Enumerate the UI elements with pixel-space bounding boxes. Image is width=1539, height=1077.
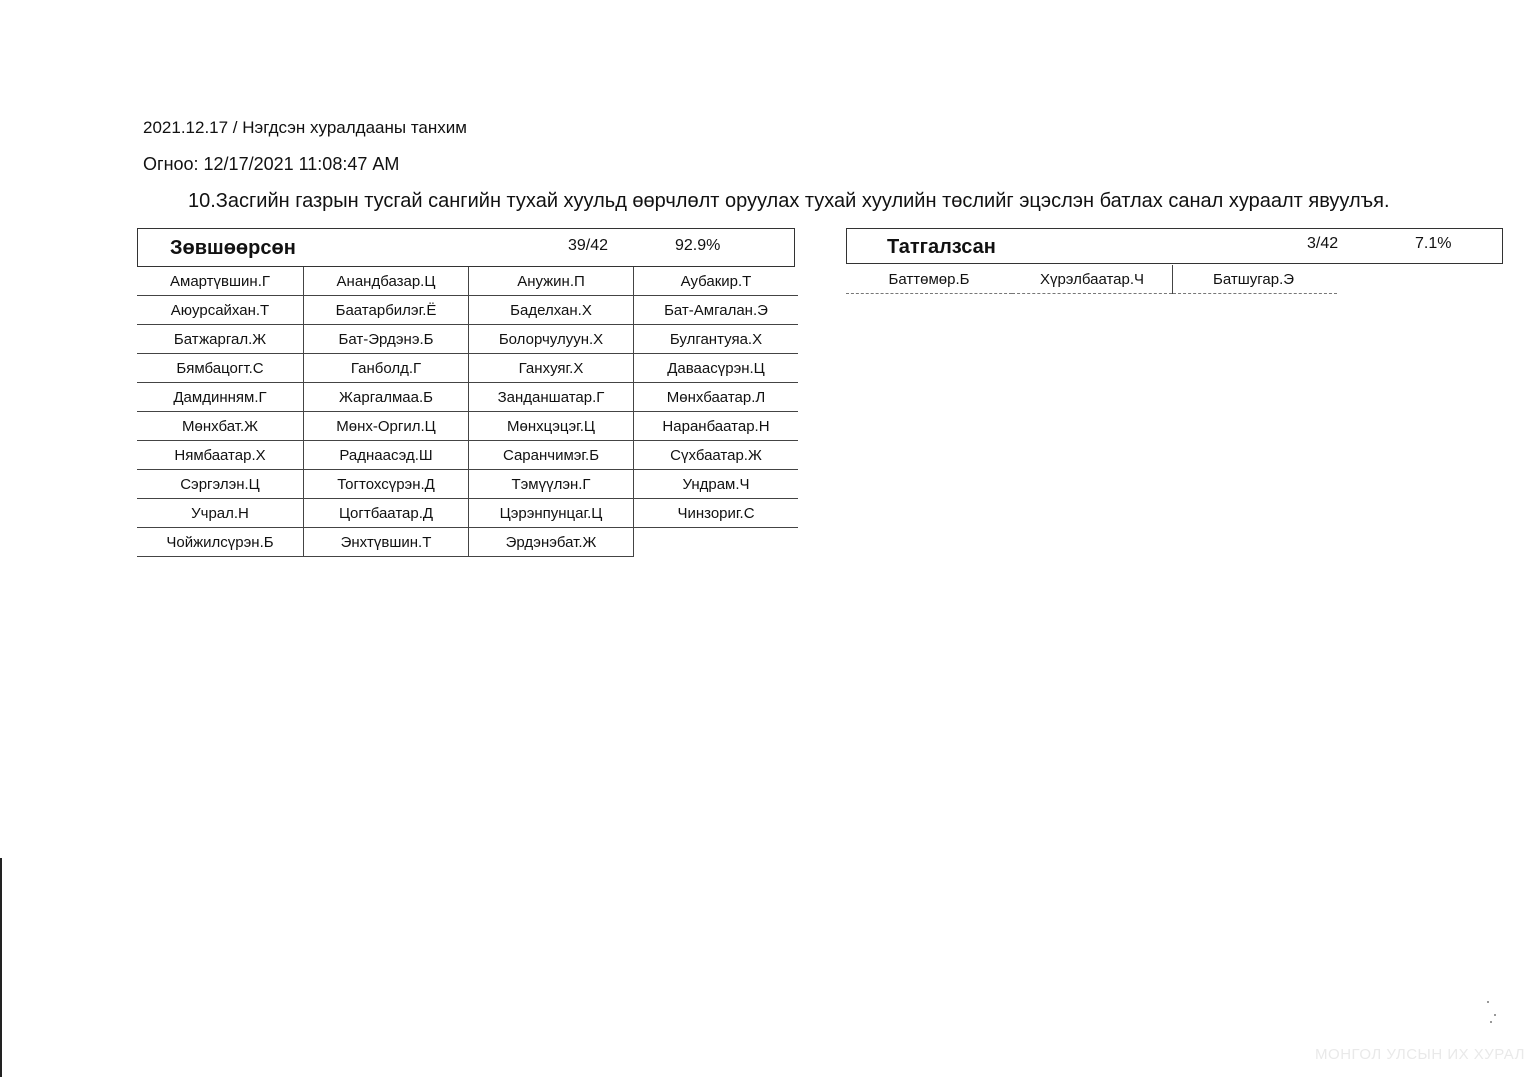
member-name: Чинзориг.С [634,499,799,528]
motion-title: 10.Засгийн газрын тусгай сангийн тухай хуульд өөрчлөлт оруулах тухай хуулийн төслийг эцэслэн батлах санал хураалт явуулъя. [188,190,1390,212]
rejected-count: 3/42 [1307,235,1339,252]
member-name: Булгантуяа.Х [634,325,799,354]
member-name: Цогтбаатар.Д [304,499,469,528]
scan-edge-mark [0,858,2,1077]
table-row [846,265,1337,294]
member-name: Саранчимэг.Б [469,441,634,470]
member-name: Жаргалмаа.Б [304,383,469,412]
table-row [137,325,798,354]
member-name: Раднаасэд.Ш [304,441,469,470]
member-name: Баделхан.Х [469,296,634,325]
table-row [137,267,798,296]
member-name: Аюурсайхан.Т [137,296,304,325]
member-name: Бат-Эрдэнэ.Б [304,325,469,354]
member-name: Мөнх-Оргил.Ц [304,412,469,441]
watermark: МОНГОЛ УЛСЫН ИХ ХУРАЛ [1315,1046,1525,1063]
member-name: Ундрам.Ч [634,470,799,499]
empty-cell [634,528,799,557]
table-row [137,499,798,528]
table-row [137,412,798,441]
member-name: Мөнхбаатар.Л [634,383,799,412]
approved-title: Зөвшөөрсөн [170,237,296,259]
member-name: Батжаргал.Ж [137,325,304,354]
member-name: Наранбаатар.Н [634,412,799,441]
member-name: Даваасүрэн.Ц [634,354,799,383]
approved-percent: 92.9% [675,237,721,254]
member-name: Цэрэнпунцаг.Ц [469,499,634,528]
member-name: Сэргэлэн.Ц [137,470,304,499]
member-name: Болорчулуун.Х [469,325,634,354]
member-name: Баатарбилэг.Ё [304,296,469,325]
member-name: Сүхбаатар.Ж [634,441,799,470]
member-name: Ганболд.Г [304,354,469,383]
approved-names-table [137,267,798,557]
member-name: Нямбаатар.Х [137,441,304,470]
table-row [137,354,798,383]
scan-speck [1494,1014,1496,1016]
approved-count: 39/42 [568,237,609,254]
vote-date: Огноо: 12/17/2021 11:08:47 AM [143,154,400,174]
table-row [137,383,798,412]
member-name: Хүрэлбаатар.Ч [1012,265,1173,294]
approved-header [137,228,795,267]
member-name: Бат-Амгалан.Э [634,296,799,325]
member-name: Энхтүвшин.Т [304,528,469,557]
table-row [137,528,798,557]
member-name: Эрдэнэбат.Ж [469,528,634,557]
member-name: Тэмүүлэн.Г [469,470,634,499]
session-info: 2021.12.17 / Нэгдсэн хуралдааны танхим [143,118,467,137]
member-name: Ганхуяг.Х [469,354,634,383]
scan-speck [1490,1021,1492,1023]
rejected-header [846,228,1503,264]
member-name: Батшугар.Э [1173,265,1337,294]
member-name: Анужин.П [469,267,634,296]
rejected-names-table [846,265,1337,294]
table-row [137,296,798,325]
table-row [137,470,798,499]
member-name: Занданшатар.Г [469,383,634,412]
member-name: Анандбазар.Ц [304,267,469,296]
rejected-percent: 7.1% [1415,235,1452,252]
member-name: Мөнхцэцэг.Ц [469,412,634,441]
rejected-title: Татгалзсан [887,236,996,258]
member-name: Амартүвшин.Г [137,267,304,296]
member-name: Чойжилсүрэн.Б [137,528,304,557]
member-name: Дамдинням.Г [137,383,304,412]
member-name: Аубакир.Т [634,267,799,296]
table-row [137,441,798,470]
member-name: Бямбацогт.С [137,354,304,383]
member-name: Учрал.Н [137,499,304,528]
scan-speck [1487,1001,1489,1003]
member-name: Тогтохсүрэн.Д [304,470,469,499]
member-name: Мөнхбат.Ж [137,412,304,441]
member-name: Баттөмөр.Б [846,265,1012,294]
